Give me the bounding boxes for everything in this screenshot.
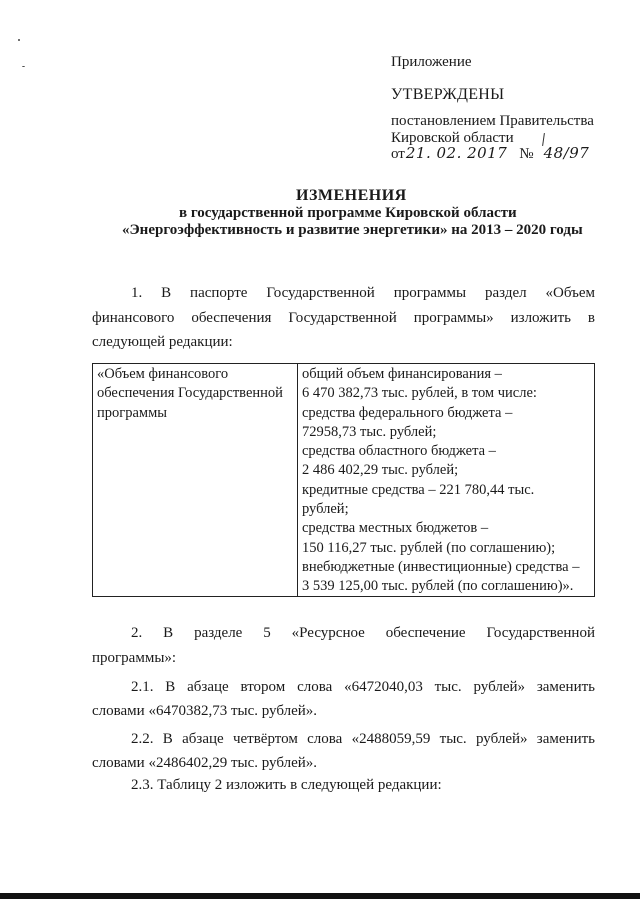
left-cell-line: обеспечения Государственной	[97, 385, 283, 402]
paragraph-2-line-1: 2. В разделе 5 «Ресурсное обеспечение Государственной	[131, 625, 595, 641]
date-prefix: от	[391, 146, 405, 162]
scan-bottom-edge	[0, 893, 640, 899]
right-cell-line: общий объем финансирования –	[302, 366, 502, 382]
document-subtitle-2: «Энергоэффективность и развитие энергетики» на 2013 – 2020 годы	[122, 222, 583, 238]
left-cell-line: «Объем финансового	[97, 366, 229, 382]
right-cell-line: средства федерального бюджета –	[302, 404, 513, 421]
paragraph-1-line-3: следующей редакции:	[92, 334, 233, 350]
handwritten-date: 21. 02. 2017	[405, 144, 508, 162]
paragraph-2-3: 2.3. Таблицу 2 изложить в следующей редакции:	[131, 777, 442, 793]
right-cell-line: кредитные средства – 221 780,44 тыс.	[302, 481, 535, 498]
document-subtitle-1: в государственной программе Кировской области	[179, 205, 517, 221]
right-cell-line: средства областного бюджета –	[302, 443, 496, 460]
number-prefix: №	[519, 146, 534, 162]
left-cell-line: программы	[97, 404, 167, 421]
approval-line-2: Кировской области	[391, 130, 514, 146]
approval-line-1: постановлением Правительства	[391, 113, 594, 129]
table-divider	[297, 364, 298, 596]
table-left-cell	[97, 365, 283, 423]
scan-speck	[22, 66, 25, 67]
right-cell-line: рублей;	[302, 501, 349, 518]
right-cell-line: 150 116,27 тыс. рублей (по соглашению);	[302, 539, 556, 556]
paragraph-2-1-line-2: словами «6470382,73 тыс. рублей».	[92, 703, 318, 719]
paragraph-2-line-2: программы»:	[92, 650, 177, 666]
approved-label: УТВЕРЖДЕНЫ	[391, 86, 505, 103]
paragraph-1-line-2: финансового обеспечения Государственной программы» изложить в	[92, 310, 595, 326]
table-right-cell	[302, 365, 579, 597]
right-cell-line: 2 486 402,29 тыс. рублей;	[302, 462, 459, 479]
scan-speck	[18, 39, 20, 41]
paragraph-2-2-line-2: словами «2486402,29 тыс. рублей».	[92, 755, 318, 771]
financing-table	[92, 363, 595, 597]
right-cell-line: 6 470 382,73 тыс. рублей, в том числе:	[302, 385, 537, 402]
document-title: ИЗМЕНЕНИЯ	[296, 187, 407, 204]
right-cell-line: 3 539 125,00 тыс. рублей (по соглашению)».	[302, 578, 574, 595]
right-cell-line: средства местных бюджетов –	[302, 520, 489, 537]
approval-date-line	[391, 144, 589, 163]
paragraph-2-1-line-1: 2.1. В абзаце втором слова «6472040,03 тыс. рублей» заменить	[131, 679, 595, 695]
paragraph-2-2-line-1: 2.2. В абзаце четвёртом слова «2488059,59 тыс. рублей» заменить	[131, 731, 595, 747]
handwritten-number: 48/97	[543, 144, 590, 162]
right-cell-line: 72958,73 тыс. рублей;	[302, 423, 437, 440]
appendix-label: Приложение	[391, 54, 472, 70]
paragraph-1-line-1: 1. В паспорте Государственной программы раздел «Объем	[131, 285, 595, 301]
right-cell-line: внебюджетные (инвестиционные) средства –	[302, 558, 580, 575]
